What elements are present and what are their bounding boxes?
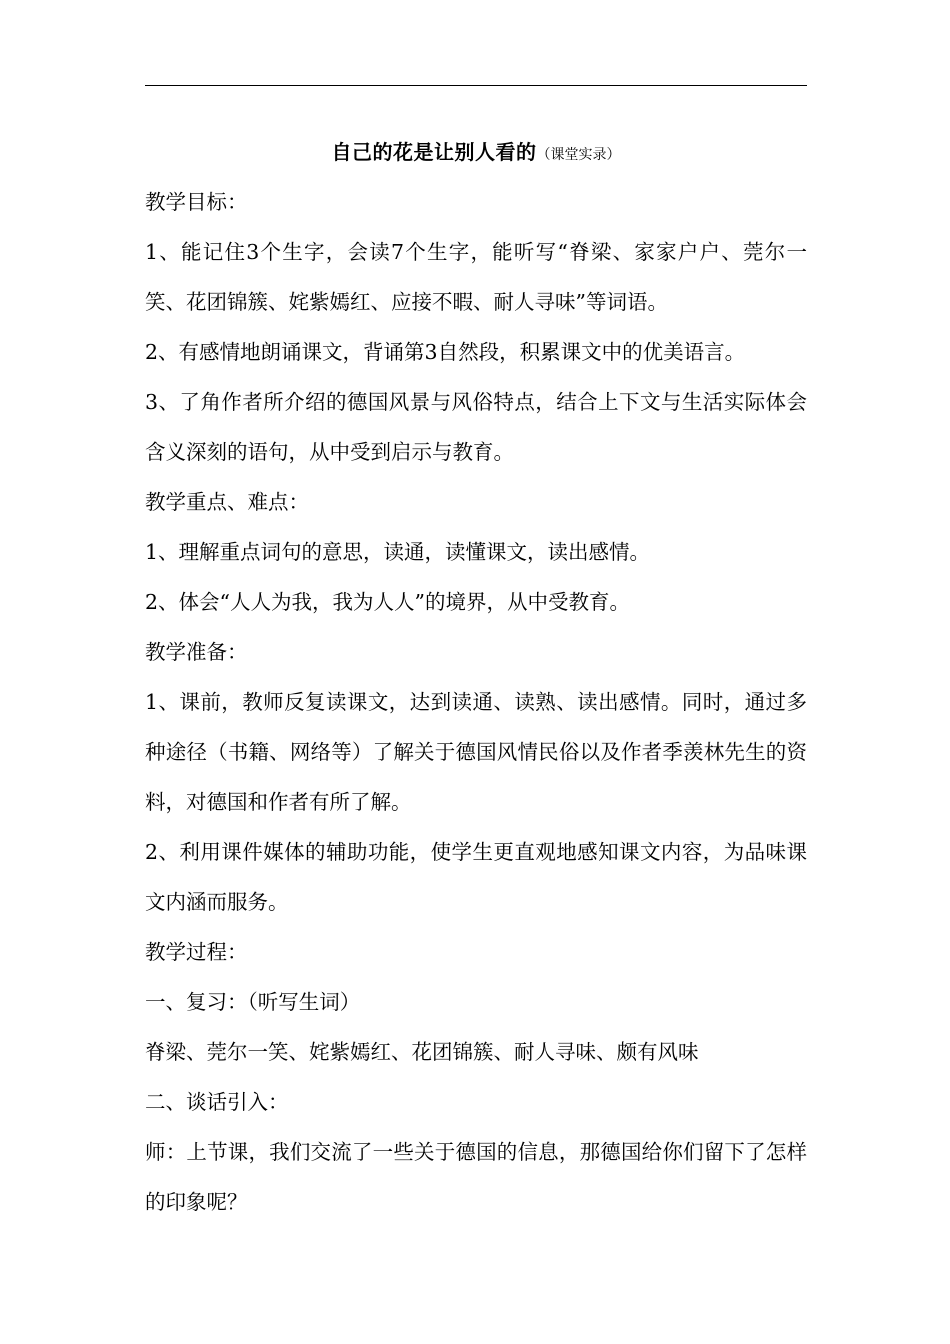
key-point-item-1: 1、理解重点词句的意思，读通，读懂课文，读出感情。 <box>145 540 651 564</box>
header-rule <box>145 85 807 86</box>
document-body <box>145 177 807 1227</box>
process-step-review: 一、复习：（听写生词） <box>145 990 361 1014</box>
vocabulary-list: 脊梁、莞尔一笑、姹紫嫣红、花团锦簇、耐人寻味、颇有风味 <box>145 1040 699 1064</box>
section-heading-process: 教学过程： <box>145 940 248 964</box>
section-heading-key-points: 教学重点、难点： <box>145 490 309 514</box>
title-subtitle: （课堂实录） <box>536 147 621 163</box>
process-step-introduction: 二、谈话引入： <box>145 1090 289 1114</box>
section-heading-preparation: 教学准备： <box>145 640 248 664</box>
title-main: 自己的花是让别人看的 <box>331 140 537 164</box>
section-heading-objectives: 教学目标： <box>145 190 248 214</box>
key-point-item-2: 2、体会“人人为我，我为人人”的境界，从中受教育。 <box>145 590 631 614</box>
objective-item-3: 3、了角作者所介绍的德国风景与风俗特点，结合上下文与生活实际体会含义深刻的语句，从中受到启示与教育。 <box>145 390 807 464</box>
teacher-dialogue: 师：上节课，我们交流了一些关于德国的信息，那德国给你们留下了怎样的印象呢？ <box>145 1140 807 1214</box>
objective-item-1: 1、能记住3个生字，会读7个生字，能听写“脊梁、家家户户、莞尔一笑、花团锦簇、姹紫嫣红、应接不暇、耐人寻味”等词语。 <box>145 240 807 314</box>
preparation-item-2: 2、利用课件媒体的辅助功能，使学生更直观地感知课文内容，为品味课文内涵而服务。 <box>145 840 807 914</box>
preparation-item-1: 1、课前，教师反复读课文，达到读通、读熟、读出感情。同时，通过多种途径（书籍、网络等）了解关于德国风情民俗以及作者季羡林先生的资料，对德国和作者有所了解。 <box>145 690 807 814</box>
document-title <box>145 134 807 173</box>
objective-item-2: 2、有感情地朗诵课文，背诵第3自然段，积累课文中的优美语言。 <box>145 340 746 364</box>
